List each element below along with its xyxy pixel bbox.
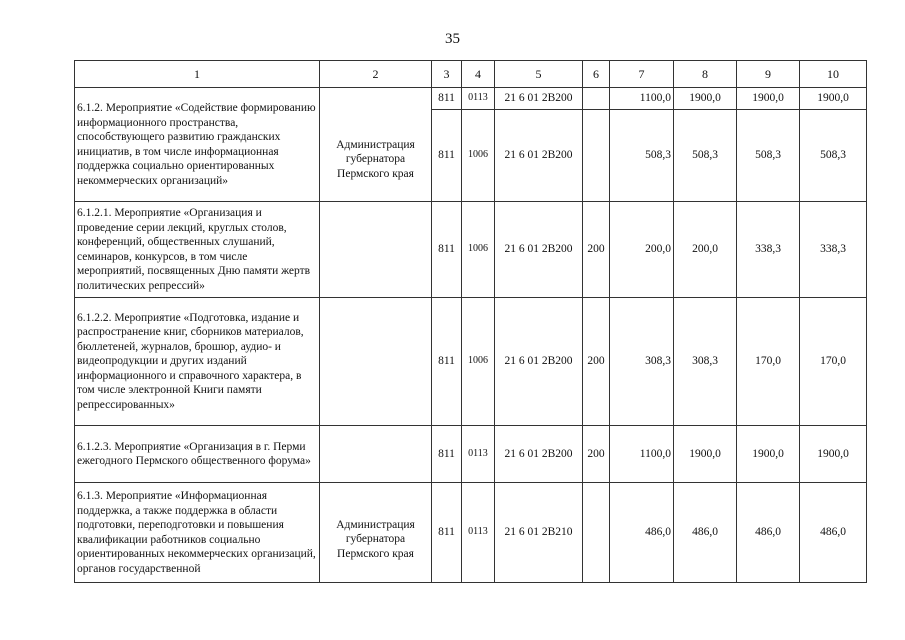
col-header-9: 9 (737, 61, 800, 88)
col-header-7: 7 (610, 61, 674, 88)
col-header-6: 6 (583, 61, 610, 88)
cell-col10: 338,3 (800, 202, 867, 298)
cell-col6 (583, 88, 610, 110)
cell-col9: 486,0 (737, 483, 800, 583)
cell-col9: 170,0 (737, 298, 800, 426)
cell-col4: 1006 (462, 298, 495, 426)
responsible-org (320, 426, 432, 483)
cell-col8: 308,3 (674, 298, 737, 426)
cell-col4: 0113 (462, 426, 495, 483)
cell-col6: 200 (583, 426, 610, 483)
cell-col6: 200 (583, 298, 610, 426)
cell-col4: 0113 (462, 88, 495, 110)
cell-col10: 1900,0 (800, 426, 867, 483)
col-header-8: 8 (674, 61, 737, 88)
cell-col7: 1100,0 (610, 426, 674, 483)
col-header-4: 4 (462, 61, 495, 88)
budget-table (74, 60, 867, 583)
cell-col5: 21 6 01 2В200 (495, 298, 583, 426)
cell-col3: 811 (432, 483, 462, 583)
cell-col8: 1900,0 (674, 88, 737, 110)
cell-col7: 1100,0 (610, 88, 674, 110)
activity-description: 6.1.3. Мероприятие «Информационная поддержка, а также поддержка в области подготовки, переподготовки и повышения квалификации работников социально ориентированных некоммерческих организаций, органов государственной (75, 483, 320, 583)
activity-description: 6.1.2.3. Мероприятие «Организация в г. Перми ежегодного Пермского общественного форума» (75, 426, 320, 483)
table-row (75, 202, 867, 298)
cell-col10: 486,0 (800, 483, 867, 583)
responsible-org (320, 298, 432, 426)
col-header-3: 3 (432, 61, 462, 88)
cell-col5: 21 6 01 2В210 (495, 483, 583, 583)
cell-col5: 21 6 01 2В200 (495, 202, 583, 298)
cell-col5: 21 6 01 2В200 (495, 110, 583, 202)
table-row (75, 88, 867, 110)
cell-col6 (583, 110, 610, 202)
cell-col5: 21 6 01 2В200 (495, 88, 583, 110)
cell-col8: 508,3 (674, 110, 737, 202)
cell-col6 (583, 483, 610, 583)
cell-col4: 0113 (462, 483, 495, 583)
cell-col8: 486,0 (674, 483, 737, 583)
cell-col6: 200 (583, 202, 610, 298)
header-row (75, 61, 867, 88)
cell-col3: 811 (432, 298, 462, 426)
cell-col4: 1006 (462, 202, 495, 298)
col-header-5: 5 (495, 61, 583, 88)
cell-col9: 508,3 (737, 110, 800, 202)
cell-col3: 811 (432, 110, 462, 202)
table-row (75, 483, 867, 583)
responsible-org: Администрация губернатора Пермского края (320, 88, 432, 202)
activity-description: 6.1.2.1. Мероприятие «Организация и проведение серии лекций, круглых столов, конференций, общественных слушаний, семинаров, конкурсов, в том числе мероприятий, посвященных Дню памяти жертв политических репрессий» (75, 202, 320, 298)
page-number: 35 (445, 31, 460, 47)
cell-col7: 308,3 (610, 298, 674, 426)
cell-col10: 508,3 (800, 110, 867, 202)
cell-col9: 1900,0 (737, 88, 800, 110)
cell-col7: 200,0 (610, 202, 674, 298)
activity-description: 6.1.2. Мероприятие «Содействие формированию информационного пространства, способствующего развитию гражданских инициатив, в том числе информационная поддержка социально ориентированных некоммерческих организаций» (75, 88, 320, 202)
cell-col7: 508,3 (610, 110, 674, 202)
cell-col9: 1900,0 (737, 426, 800, 483)
responsible-org (320, 202, 432, 298)
cell-col10: 1900,0 (800, 88, 867, 110)
cell-col4: 1006 (462, 110, 495, 202)
col-header-1: 1 (75, 61, 320, 88)
cell-col7: 486,0 (610, 483, 674, 583)
cell-col5: 21 6 01 2В200 (495, 426, 583, 483)
col-header-10: 10 (800, 61, 867, 88)
cell-col8: 1900,0 (674, 426, 737, 483)
cell-col9: 338,3 (737, 202, 800, 298)
table-row (75, 426, 867, 483)
cell-col8: 200,0 (674, 202, 737, 298)
col-header-2: 2 (320, 61, 432, 88)
table-row (75, 298, 867, 426)
activity-description: 6.1.2.2. Мероприятие «Подготовка, издание и распространение книг, сборников материалов, бюллетеней, журналов, брошюр, аудио- и видеопродукции и других изданий информационного и справочного характера, в том числе электронной Книги памяти репрессированных» (75, 298, 320, 426)
responsible-org: Администрация губернатора Пермского края (320, 483, 432, 583)
cell-col10: 170,0 (800, 298, 867, 426)
cell-col3: 811 (432, 426, 462, 483)
cell-col3: 811 (432, 88, 462, 110)
cell-col3: 811 (432, 202, 462, 298)
